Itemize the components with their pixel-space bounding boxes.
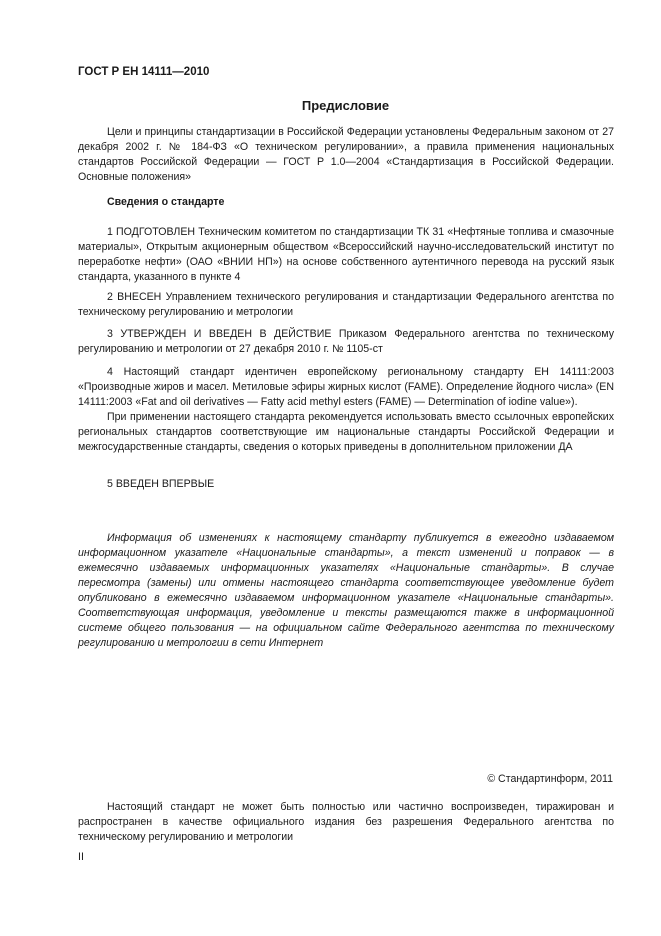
notice-paragraph: Настоящий стандарт не может быть полностью или частично воспроизведен, тиражирован и распространен в качестве официального издания без разрешения Федерального агентства по техническому регулированию и метрологии	[78, 801, 614, 843]
item-5: 5 ВВЕДЕН ВПЕРВЫЕ	[107, 478, 215, 490]
copyright: © Стандартинформ, 2011	[487, 773, 613, 785]
intro-paragraph: Цели и принципы стандартизации в Российской Федерации установлены Федеральным законом от 27 декабря 2002 г. № 184-ФЗ «О техническом регулировании», а правила применения национальных стандартов Российской Федерации — ГОСТ Р 1.0—2004 «Стандартизация в Российской Федерации. Основные положения»	[78, 126, 614, 183]
page-title: Предисловие	[301, 98, 390, 113]
item-2: 2 ВНЕСЕН Управлением технического регулирования и стандартизации Федерального агентства по техническому регулированию и метрологии	[78, 291, 614, 318]
subheading: Сведения о стандарте	[107, 196, 225, 208]
document-header: ГОСТ Р ЕН 14111—2010	[78, 66, 210, 78]
info-paragraph: Информация об изменениях к настоящему стандарту публикуется в ежегодно издаваемом информационном указателе «Национальные стандарты», а текст изменений и поправок — в ежемесячно издаваемых информационных указателях «Национальные стандарты». В случае пересмотра (замены) или отмены настоящего стандарта соответствующее уведомление будет опубликовано в ежемесячно издаваемом информационном указателе «Национальные стандарты». Соответствующая информация, уведомление и тексты размещаются также в информационной системе общего пользования — на официальном сайте Федерального агентства по техническому регулированию и метрологии в сети Интернет	[78, 532, 614, 649]
item-3: 3 УТВЕРЖДЕН И ВВЕДЕН В ДЕЙСТВИЕ Приказом Федерального агентства по техническому регулированию и метрологии от 27 декабря 2010 г. № 1105-ст	[78, 328, 614, 355]
item-4-note: При применении настоящего стандарта рекомендуется использовать вместо ссылочных европейских региональных стандартов соответствующие им национальные стандарты Российской Федерации и межгосударственные стандарты, сведения о которых приведены в дополнительном приложении ДА	[78, 411, 614, 453]
item-1: 1 ПОДГОТОВЛЕН Техническим комитетом по стандартизации ТК 31 «Нефтяные топлива и смазочные материалы», Открытым акционерным обществом «Всероссийский научно-исследовательский институт по переработке нефти» (ОАО «ВНИИ НП») на основе собственного аутентичного перевода на русский язык стандарта, указанного в пункте 4	[78, 226, 614, 283]
item-4: 4 Настоящий стандарт идентичен европейскому региональному стандарту ЕН 14111:2003 «Производные жиров и масел. Метиловые эфиры жирных кислот (FAME). Определение йодного числа» (EN 14111:2003 «Fat and oil derivatives — Fatty acid methyl esters (FAME) — Determination of iodine value»).	[78, 366, 614, 408]
page-number: II	[78, 851, 84, 863]
